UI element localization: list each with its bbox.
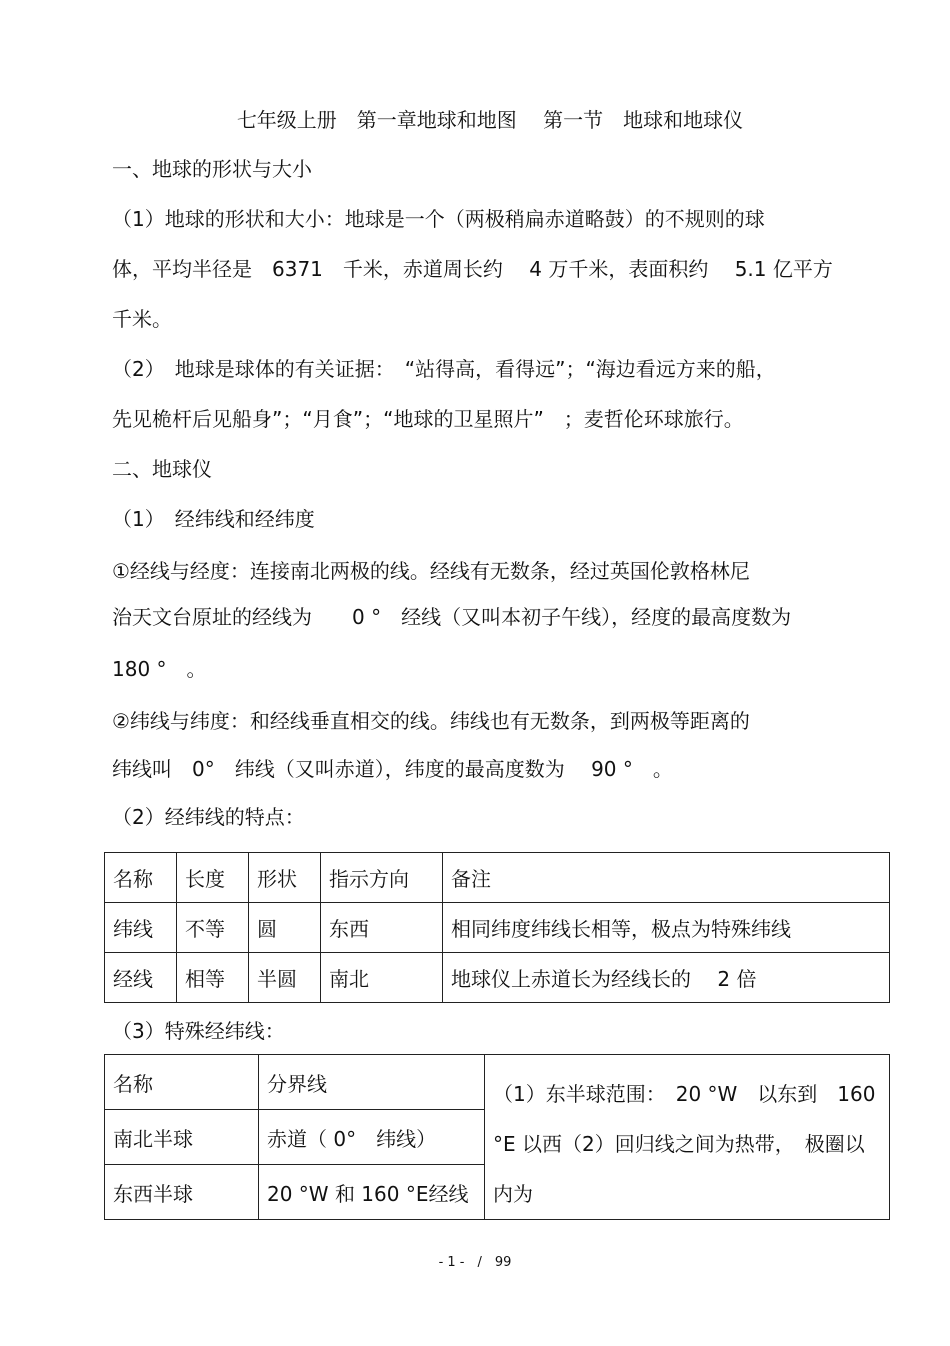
table-header-cell: 名称 [105, 853, 177, 903]
paragraph-line: 治天文台原址的经线为 0 ° 经线（又叫本初子午线），经度的最高度数为 [112, 605, 792, 629]
special-lines-table [104, 1054, 890, 1220]
table-cell: 经线 [105, 953, 177, 1003]
table-header-row [105, 853, 890, 903]
graticule-features-table [104, 852, 890, 1003]
subsection-heading: （2）经纬线的特点： [112, 805, 305, 829]
paragraph-line: 纬线叫 0° 纬线（又叫赤道），纬度的最高度数为 90 ° 。 [112, 757, 673, 781]
paragraph-line: 千米。 [112, 307, 172, 331]
table-cell: 东西 [321, 903, 443, 953]
table-cell: 相同纬度纬线长相等，极点为特殊纬线 [443, 903, 890, 953]
table-header-cell: 名称 [105, 1055, 259, 1110]
paragraph-line: ①经线与经度：连接南北两极的线。经线有无数条，经过英国伦敦格林尼 [112, 559, 750, 583]
table-cell: 纬线 [105, 903, 177, 953]
table-cell: 20 °W 和 160 °E经线 [259, 1165, 485, 1220]
paragraph-line: （1）地球的形状和大小：地球是一个（两极稍扁赤道略鼓）的不规则的球 [112, 207, 765, 231]
page-number: - 1 - / 99 [438, 1255, 512, 1270]
table-cell: 半圆 [249, 953, 321, 1003]
table-row [105, 903, 890, 953]
subsection-heading: （3）特殊经纬线： [112, 1019, 285, 1043]
table-cell: 南北半球 [105, 1110, 259, 1165]
section-heading-1: 一、地球的形状与大小 [112, 157, 312, 181]
table-cell: 圆 [249, 903, 321, 953]
table-cell: 东西半球 [105, 1165, 259, 1220]
subsection-heading: （1） 经纬线和经纬度 [112, 507, 315, 531]
table-row [105, 953, 890, 1003]
table-cell: 不等 [177, 903, 249, 953]
table-cell: 赤道（ 0° 纬线） [259, 1110, 485, 1165]
section-heading-2: 二、地球仪 [112, 457, 212, 481]
paragraph-line: （2） 地球是球体的有关证据： “站得高，看得远”；“海边看远方来的船， [112, 357, 776, 381]
paragraph-line: 先见桅杆后见船身”；“月食”；“地球的卫星照片” ；麦哲伦环球旅行。 [112, 407, 744, 431]
table-header-cell: 长度 [177, 853, 249, 903]
paragraph-line: 180 ° 。 [112, 657, 207, 681]
hemisphere-note-cell: （1）东半球范围： 20 °W 以东到 160 °E 以西（2）回归线之间为热带， 极圈以内为 [485, 1055, 890, 1220]
table-header-cell: 备注 [443, 853, 890, 903]
table-header-cell: 指示方向 [321, 853, 443, 903]
table-header-cell: 形状 [249, 853, 321, 903]
table-cell: 相等 [177, 953, 249, 1003]
table-header-cell: 分界线 [259, 1055, 485, 1110]
table-header-row [105, 1055, 890, 1110]
paragraph-line: 体，平均半径是 6371 千米，赤道周长约 4 万千米，表面积约 5.1 亿平方 [112, 257, 833, 281]
table-cell: 南北 [321, 953, 443, 1003]
table-cell: 地球仪上赤道长为经线长的 2 倍 [443, 953, 890, 1003]
page-title: 七年级上册 第一章地球和地图 第一节 地球和地球仪 [236, 108, 744, 132]
paragraph-line: ②纬线与纬度：和经线垂直相交的线。纬线也有无数条，到两极等距离的 [112, 709, 750, 733]
